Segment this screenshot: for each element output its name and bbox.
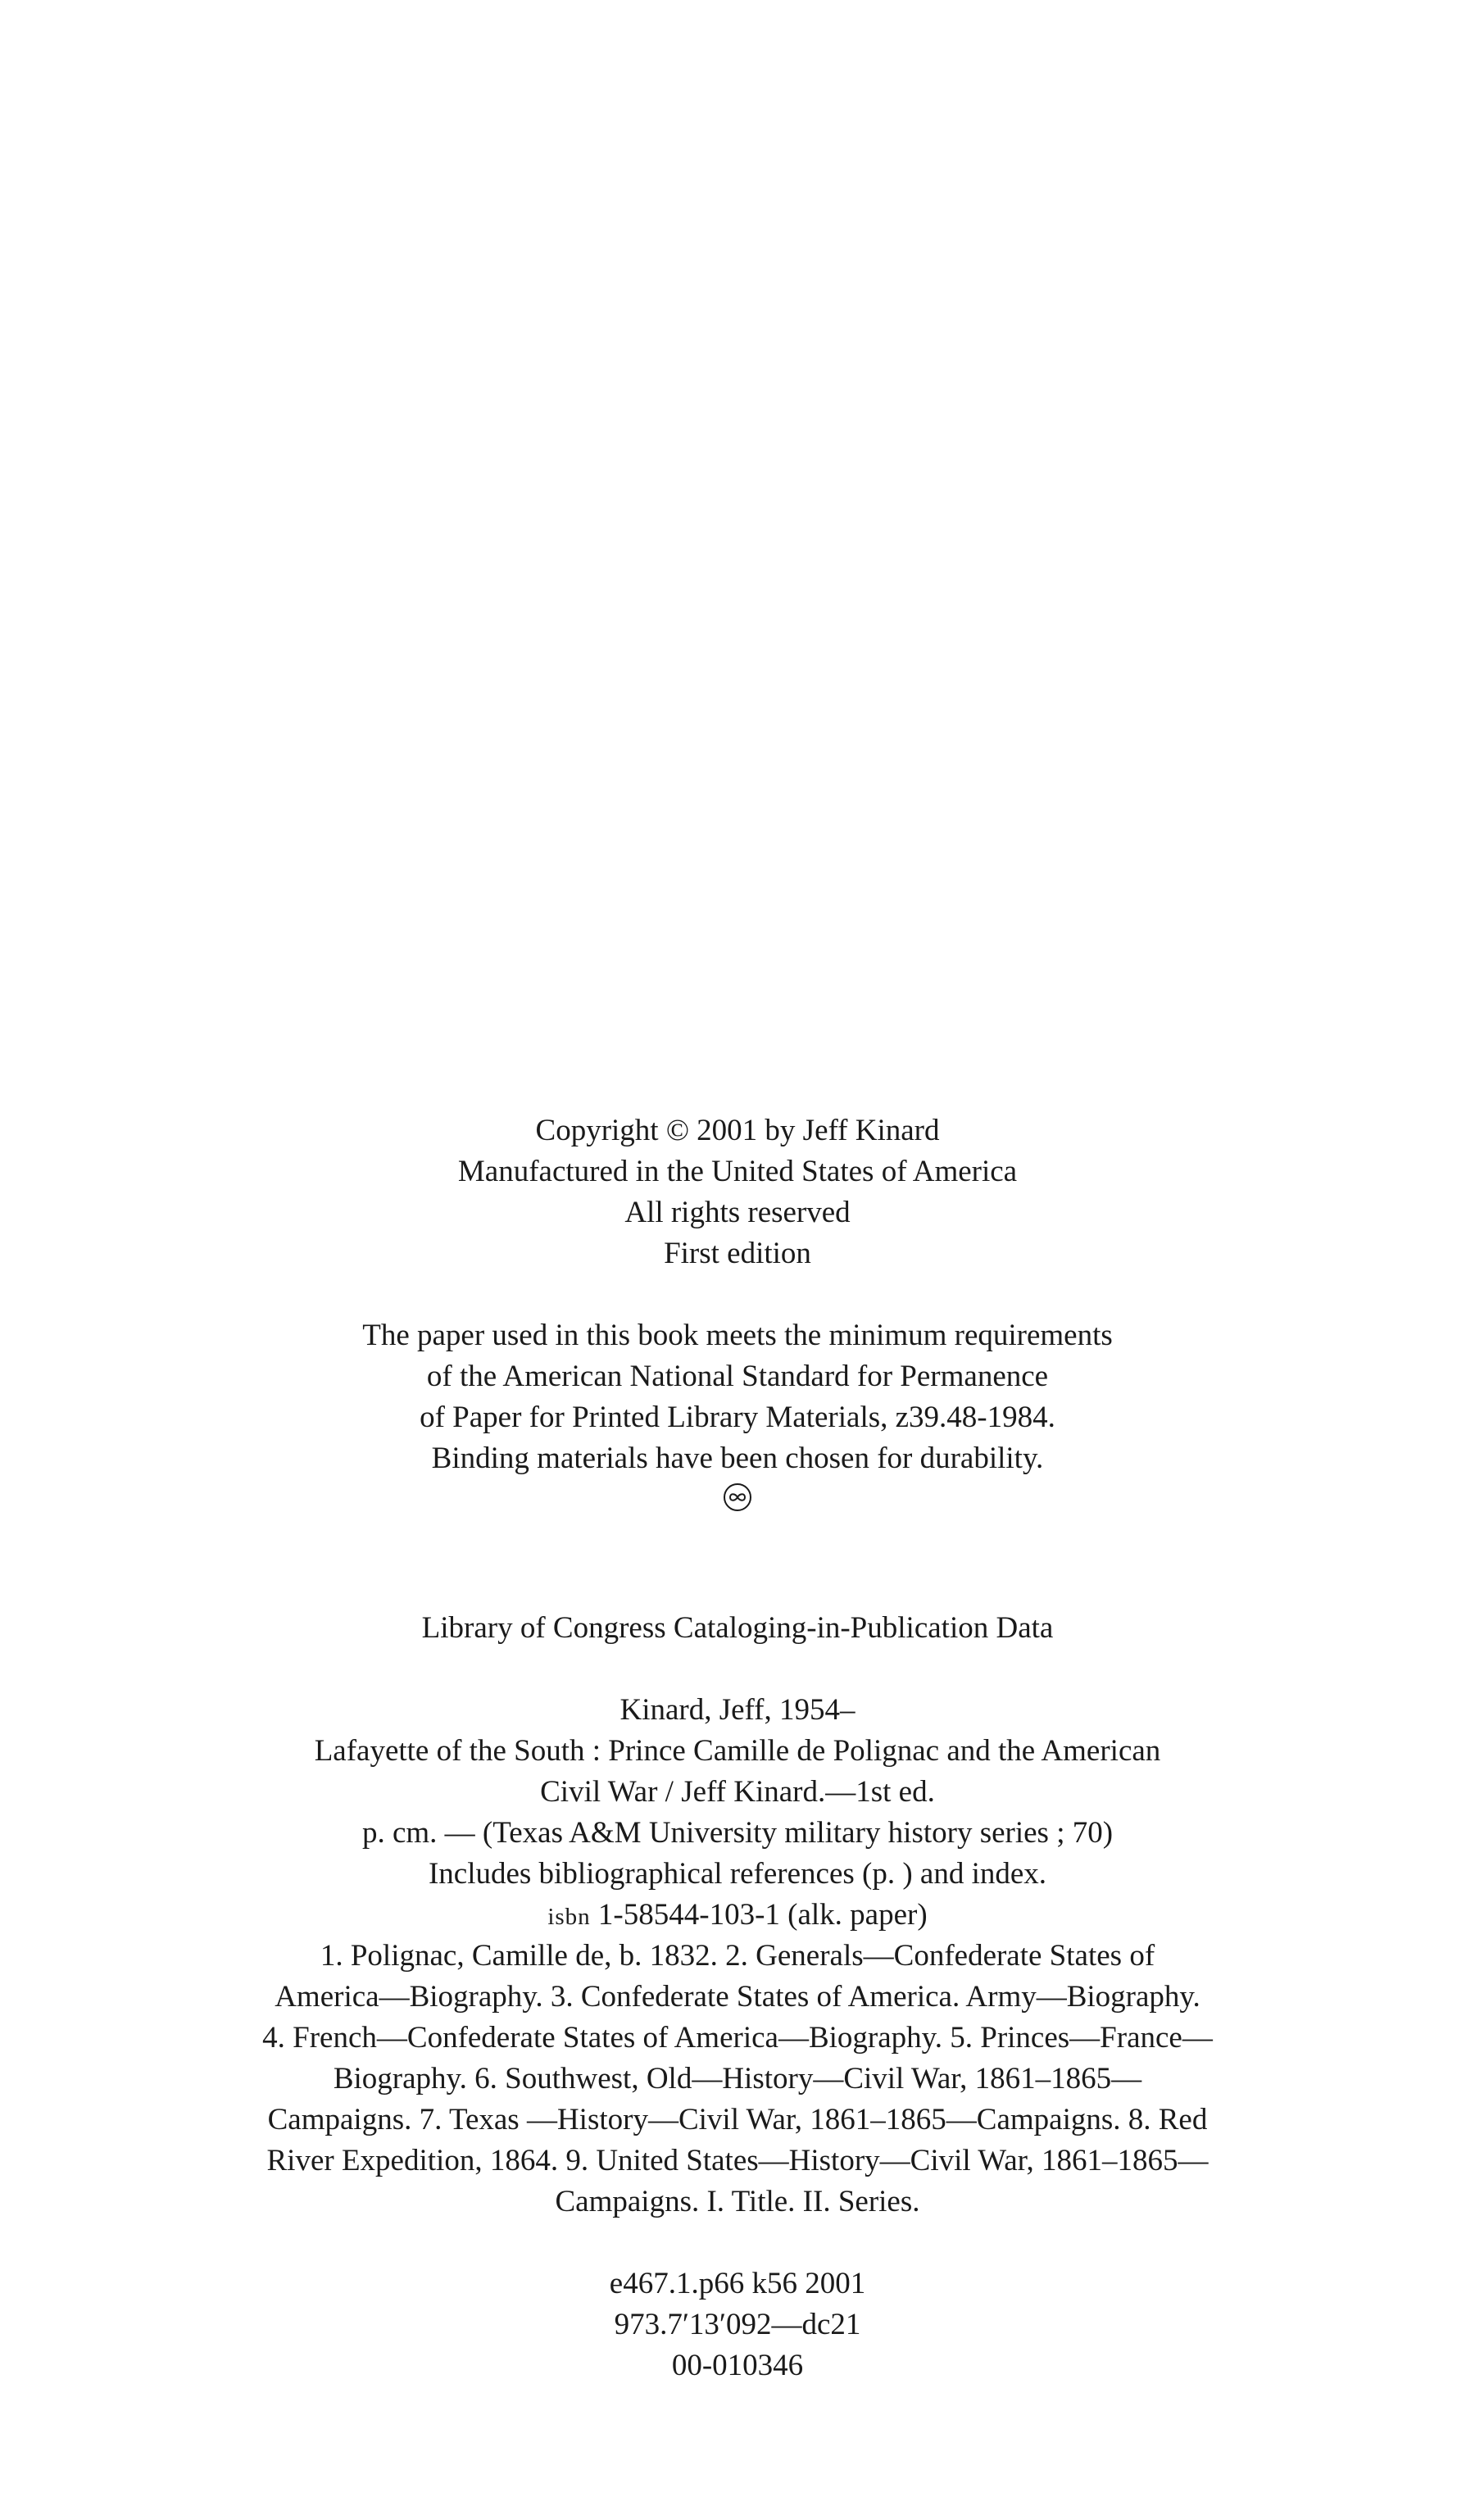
cip-record [0, 1690, 1475, 1937]
isbn-label: isbn [547, 1904, 591, 1930]
title-line: Lafayette of the South : Prince Camille de Polignac and the American [314, 1734, 1161, 1768]
paper-line: The paper used in this book meets the minimum requirements [362, 1319, 1113, 1352]
bibliography-line: Includes bibliographical references (p. ) and index. [428, 1857, 1047, 1891]
lccn: 00-010346 [671, 2349, 804, 2382]
lc-call-number: e467.1.p66 k56 2001 [609, 2267, 866, 2300]
subject-line: River Expedition, 1864. 9. United States—History—Civil War, 1861–1865— [266, 2144, 1209, 2177]
edition-line: First edition [664, 1237, 811, 1270]
series-line: p. cm. — (Texas A&M University military history series ; 70) [361, 1816, 1114, 1850]
cip-classification [0, 2263, 1475, 2386]
isbn-line [0, 1895, 1475, 1937]
author-line: Kinard, Jeff, 1954– [620, 1693, 856, 1727]
paper-line: of Paper for Printed Library Materials, z39.48-1984. [420, 1401, 1055, 1434]
cip-heading-text: Library of Congress Cataloging-in-Publication Data [421, 1611, 1054, 1645]
paper-permanence-notice [0, 1315, 1475, 1514]
copyright-line: Copyright © 2001 by Jeff Kinard [535, 1114, 940, 1147]
dewey-number: 973.7′13′092—dc21 [614, 2308, 861, 2341]
copyright-notice [0, 1110, 1475, 1274]
subject-line: America—Biography. 3. Confederate States of America. Army—Biography. [275, 1980, 1200, 2014]
subject-line: Campaigns. 7. Texas —History—Civil War, 1861–1865—Campaigns. 8. Red [267, 2103, 1208, 2136]
isbn-value: 1-58544-103-1 (alk. paper) [597, 1898, 928, 1932]
title-line: Civil War / Jeff Kinard.—1st ed. [540, 1775, 935, 1809]
infinity-circle-icon [721, 1481, 754, 1514]
subject-line: Biography. 6. Southwest, Old—History—Civil War, 1861–1865— [333, 2062, 1142, 2095]
subject-line: 4. French—Confederate States of America—Biography. 5. Princes—France— [262, 2021, 1213, 2055]
subject-line: Campaigns. I. Title. II. Series. [555, 2185, 920, 2218]
paper-line: Binding materials have been chosen for durability. [431, 1442, 1044, 1475]
manufacturing-line: Manufactured in the United States of America [457, 1155, 1018, 1188]
subject-line: 1. Polignac, Camille de, b. 1832. 2. Generals—Confederate States of [320, 1939, 1155, 1973]
paper-line: of the American National Standard for Permanence [426, 1360, 1049, 1393]
cip-subjects [0, 1936, 1475, 2223]
rights-line: All rights reserved [624, 1196, 851, 1229]
cip-heading [0, 1608, 1475, 1649]
